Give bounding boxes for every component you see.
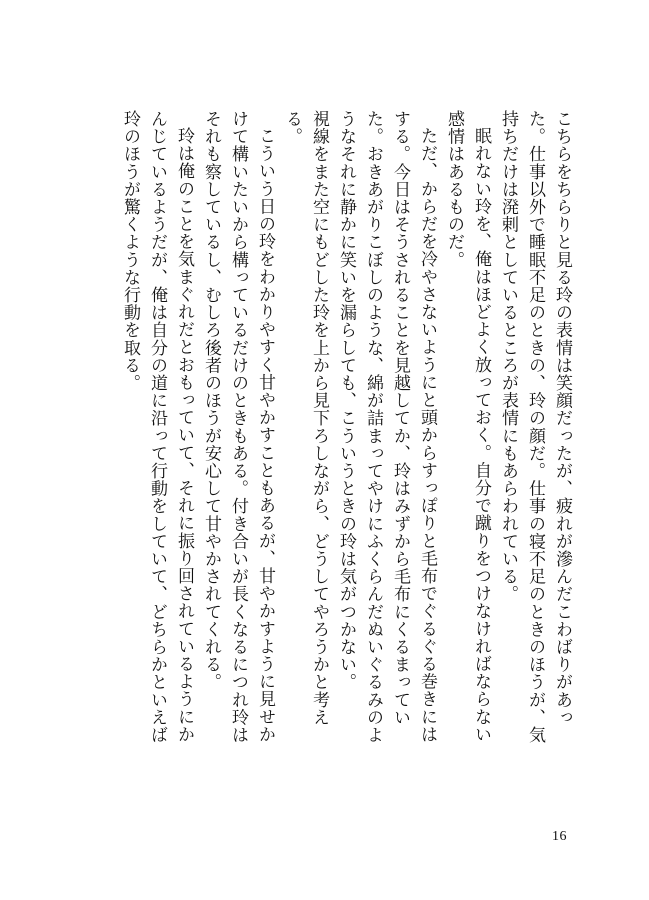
paragraph-3: ただ、からだを冷やさないようにと頭からすっぽりと毛布でぐるぐる巻きにはする。今日はそうされることを見越してか、玲はみずから毛布にくるまっていた。おきあがりこぼしのような、綿が詰まってやけにふくらんだぬいぐるみのようなそれに静かに笑いを漏らしても、こういうときの玲は気がつかない。 [336,110,437,744]
paragraph-6: 玲は俺のことを気まぐれだとおもっていて、それに振り回されているようにかんじているようだが、俺は自分の道に沿って行動をしていて、どちらかといえば玲のほうが驚くような行動を取る。 [120,110,194,744]
vertical-text-body [75,110,575,750]
paragraph-4: 視線をまた空にもどした玲を上から見下ろしながら、どうしてやろうかと考える。 [282,110,329,726]
page-number: 16 [552,829,567,844]
paragraph-2: 眠れない玲を、俺はほどよく放っておく。自分で蹴りをつけなければならない感情はあるものだ。 [444,110,491,743]
paragraph-5: こういう日の玲をわかりやすく甘やかすこともあるが、甘やかすように見せかけて構いたいから構っているだけのときもある。付き合いが長くなるにつれ玲はそれも察しているし、むしろ後者のほうが安心して甘やかされてくれる。 [201,110,275,744]
paragraph-1: こちらをちらりと見る玲の表情は笑顔だったが、疲れが滲んだこわばりがあった。仕事以外で睡眠不足のときの、玲の顔だ。仕事の寝不足のときのほうが、気持ちだけは溌剌としているところが表情にもあらわれている。 [498,110,572,744]
